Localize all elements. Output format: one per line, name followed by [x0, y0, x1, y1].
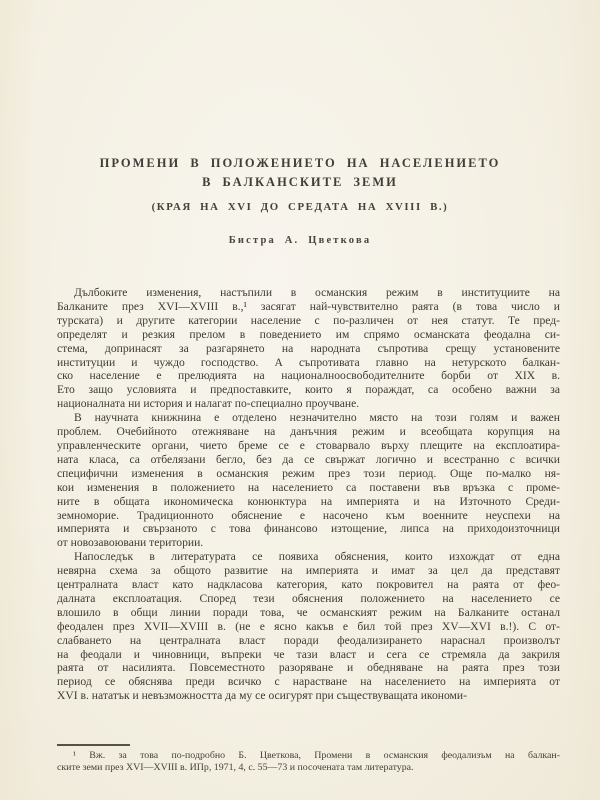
text-line: от новозавоювани територии. [57, 536, 204, 550]
text-line: кои изменения в положението на населението са поставени във връзка с проме- [57, 480, 560, 494]
text-line: ната класа, са отбелязани бегло, без да се свържат логично и всестранно с всички [57, 452, 560, 466]
text-line: централната власт като надкласова категория, като покровител на раята от фео- [57, 578, 560, 592]
paragraph-1 [57, 286, 560, 411]
text-line: ните в общата икономическа конюнктура на империята и на Източното Среди- [57, 494, 560, 508]
text-line: определят и резкия прелом в поведението им спрямо османската феодална си- [57, 327, 560, 341]
footnote [57, 750, 560, 774]
text-line: Напоследък в литературата се появиха обяснения, които изхождат от една [74, 550, 560, 564]
text-line: проблем. Очебийното отежняване на данъчния режим и всеобщата корупция на [57, 425, 560, 439]
text-line: влошило в общи линии поради това, че османският режим на Балканите останал [57, 605, 560, 619]
article-body [57, 286, 560, 703]
paragraph-2 [57, 411, 560, 550]
author-name: Бистра А. Цветкова [228, 235, 372, 246]
text-line: империята и свързаното с това финансово изтощение, липса на приходоизточници [57, 522, 560, 536]
text-line: Ето защо условията и предпоставките, които я пораждат, са особено важни за [57, 383, 560, 397]
text-line: земноморие. Традиционното обяснение е насочено към военните неуспехи на [57, 508, 560, 522]
text-line: феодален през XVII—XVIII в. (не е ясно какъв е бил той през XV—XVI в.!). С от- [57, 619, 560, 633]
article-title-line-2: В БАЛКАНСКИТЕ ЗЕМИ [202, 175, 398, 189]
text-line: специфични изменения в османския режим през този период. Още по-малко ня- [57, 466, 560, 480]
text-line: ските земи през XVI—XVIII в. ИПр, 1971, 4, с. 55—73 и посочената там литература. [57, 761, 414, 773]
article-title [0, 154, 600, 192]
paragraph-3 [57, 550, 560, 703]
article-subtitle: (КРАЯ НА XVI ДО СРЕДАТА НА XVIII В.) [151, 201, 449, 213]
text-line: ско население е прелюдията на националноосвободителните борби от XIX в. [57, 369, 560, 383]
text-line: раята от насилията. Повсеместното разоряване и обедняване на раята през този [57, 661, 560, 675]
footnote-divider [57, 744, 130, 746]
text-line: слабването на централната власт поради феодализирането нараснал произволът [57, 633, 560, 647]
text-line: XVI в. нататък и невъзможността да му се осигурят при съществуващата икономи- [57, 689, 467, 703]
text-line: ¹ Вж. за това по-подробно Б. Цветкова, Промени в османския феодализъм на балкан- [73, 750, 560, 761]
text-line: далната експлоатация. Според тези обяснения положението на населението се [57, 591, 560, 605]
text-line: невярна схема за общото развитие на империята и имат за цел да представят [57, 564, 560, 578]
article-title-line-1: ПРОМЕНИ В ПОЛОЖЕНИЕТО НА НАСЕЛЕНИЕТО [99, 156, 501, 170]
text-line: турската) и другите категории население с по-различен от нея статут. Те пред- [57, 313, 560, 327]
text-line: националната ни история и налагат по-специално проучване. [57, 397, 360, 411]
text-line: В научната книжнина е отделено незначително място на този голям и важен [74, 411, 560, 425]
text-line: Дълбоките изменения, настъпили в османския режим в институциите на [74, 286, 560, 299]
text-line: институции и чуждо господство. А съпротивата главно на нетурското балкан- [57, 355, 560, 369]
text-line: Балканите през XVI—XVIII в.,¹ засягат най-чувствително раята (в това число и [57, 299, 560, 313]
text-line: на феодали и чиновници, въпреки че тази власт и сега се стремяла да закриля [57, 647, 560, 661]
text-line: период се обяснява преди всичко с нарастване на населението на империята от [57, 675, 560, 689]
text-line: стема, допринасят за разгарянето на народната съпротива срещу установените [57, 341, 560, 355]
text-line: управленческите органи, чието бреме се е стоварвало върху плещите на експлоатира- [57, 438, 560, 452]
